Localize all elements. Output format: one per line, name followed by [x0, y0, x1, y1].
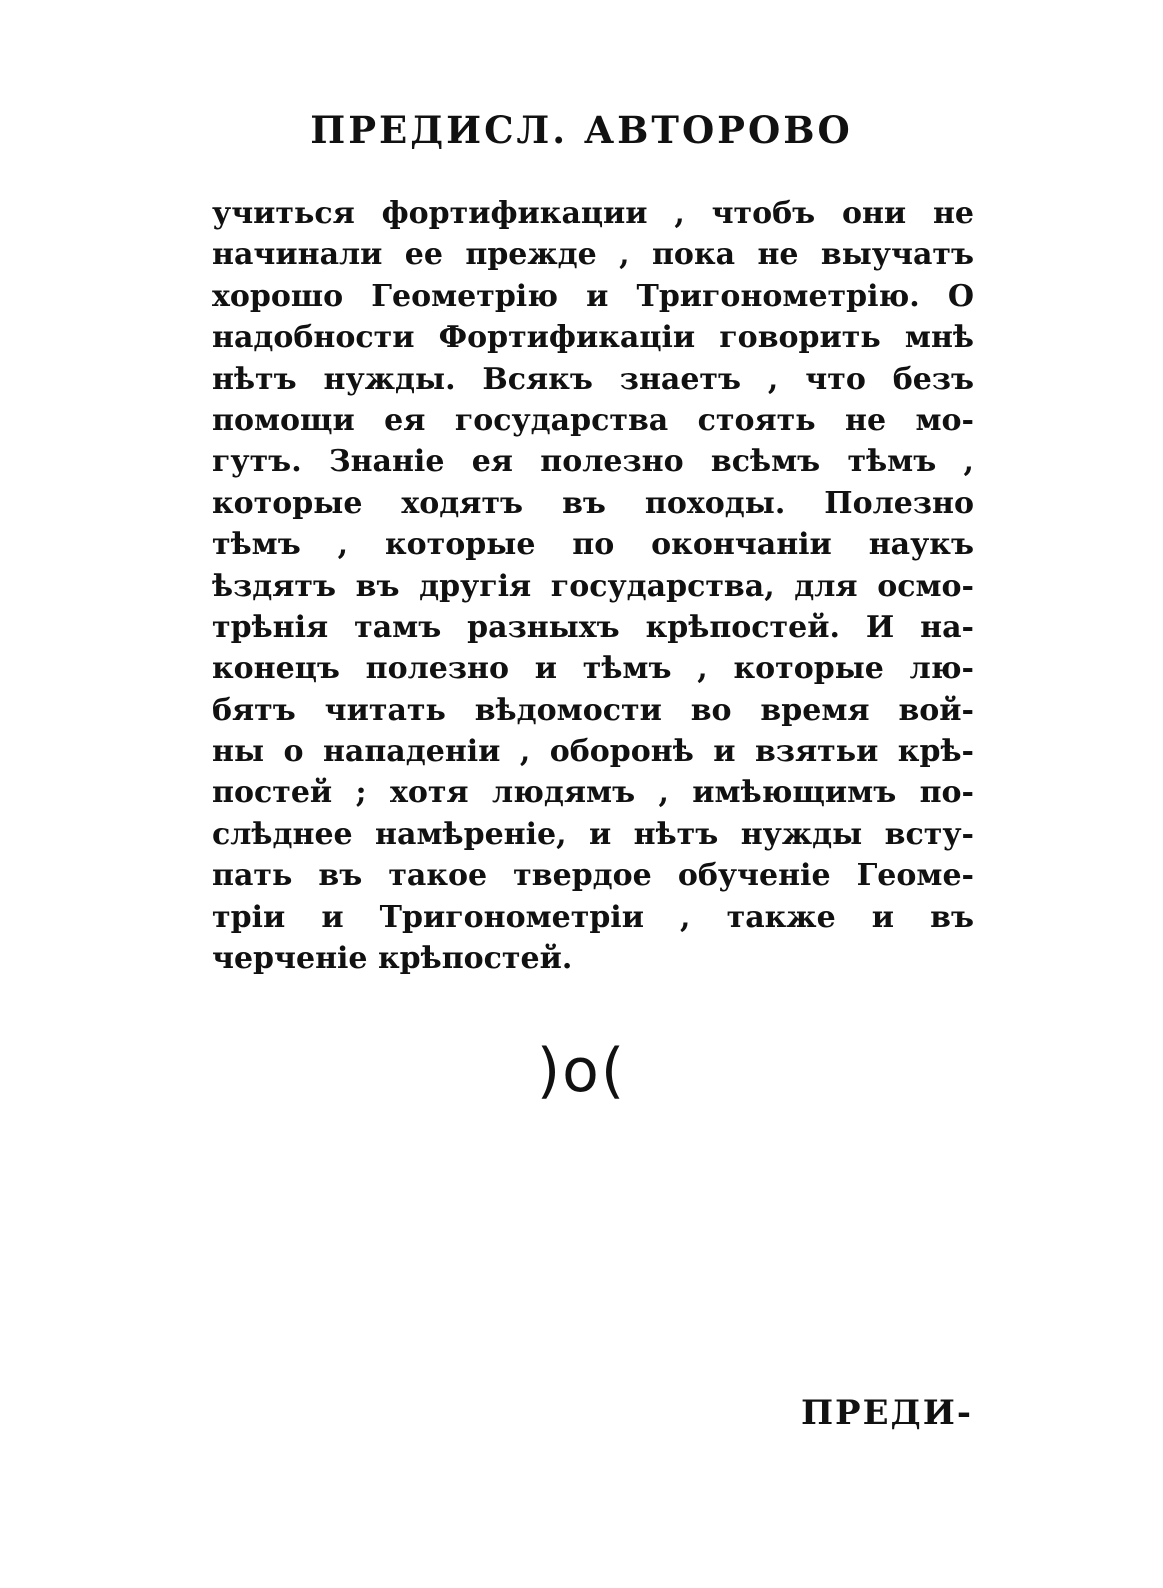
- text-line: трѣнія тамъ разныхъ крѣпостей. И на-: [212, 609, 974, 645]
- catchword: ПРЕДИ-: [800, 1393, 973, 1433]
- text-line: хорошо Геометрію и Тригонометрію. О: [212, 278, 974, 314]
- text-line: ѣздятъ въ другія государства, для осмо-: [212, 568, 974, 604]
- text-line: тріи и Тригонометріи , также и въ: [212, 899, 974, 935]
- text-line: помощи ея государства стоять не мо-: [212, 402, 974, 438]
- running-head: ПРЕДИСЛ. АВТОРОВО: [310, 108, 853, 152]
- text-line: бятъ читать вѣдомости во время вой-: [212, 692, 974, 728]
- text-line: постей ; хотя людямъ , имѣющимъ по-: [212, 775, 974, 811]
- text-line: конецъ полезно и тѣмъ , которые лю-: [212, 651, 974, 687]
- section-ornament: )o(: [536, 1036, 627, 1106]
- text-line: учиться фортификации , чтобъ они не: [212, 196, 974, 231]
- text-line: нѣтъ нужды. Всякъ знаетъ , что безъ: [212, 361, 974, 397]
- text-line: ны о нападеніи , оборонѣ и взятьи крѣ-: [212, 734, 974, 770]
- text-line: начинали ее прежде , пока не выучатъ: [212, 237, 974, 273]
- text-line: слѣднее намѣреніе, и нѣтъ нужды всту-: [212, 816, 974, 852]
- text-line: черченіе крѣпостей.: [212, 941, 573, 977]
- text-line: пать въ такое твердое обученіе Геоме-: [212, 858, 974, 894]
- text-line: тѣмъ , которые по окончаніи наукъ: [212, 527, 974, 563]
- text-line: надобности Фортификаціи говорить мнѣ: [212, 320, 974, 356]
- body-text: [212, 193, 974, 979]
- text-line: гутъ. Знаніе ея полезно всѣмъ тѣмъ ,: [212, 444, 974, 480]
- text-line: которые ходятъ въ походы. Полезно: [212, 485, 974, 521]
